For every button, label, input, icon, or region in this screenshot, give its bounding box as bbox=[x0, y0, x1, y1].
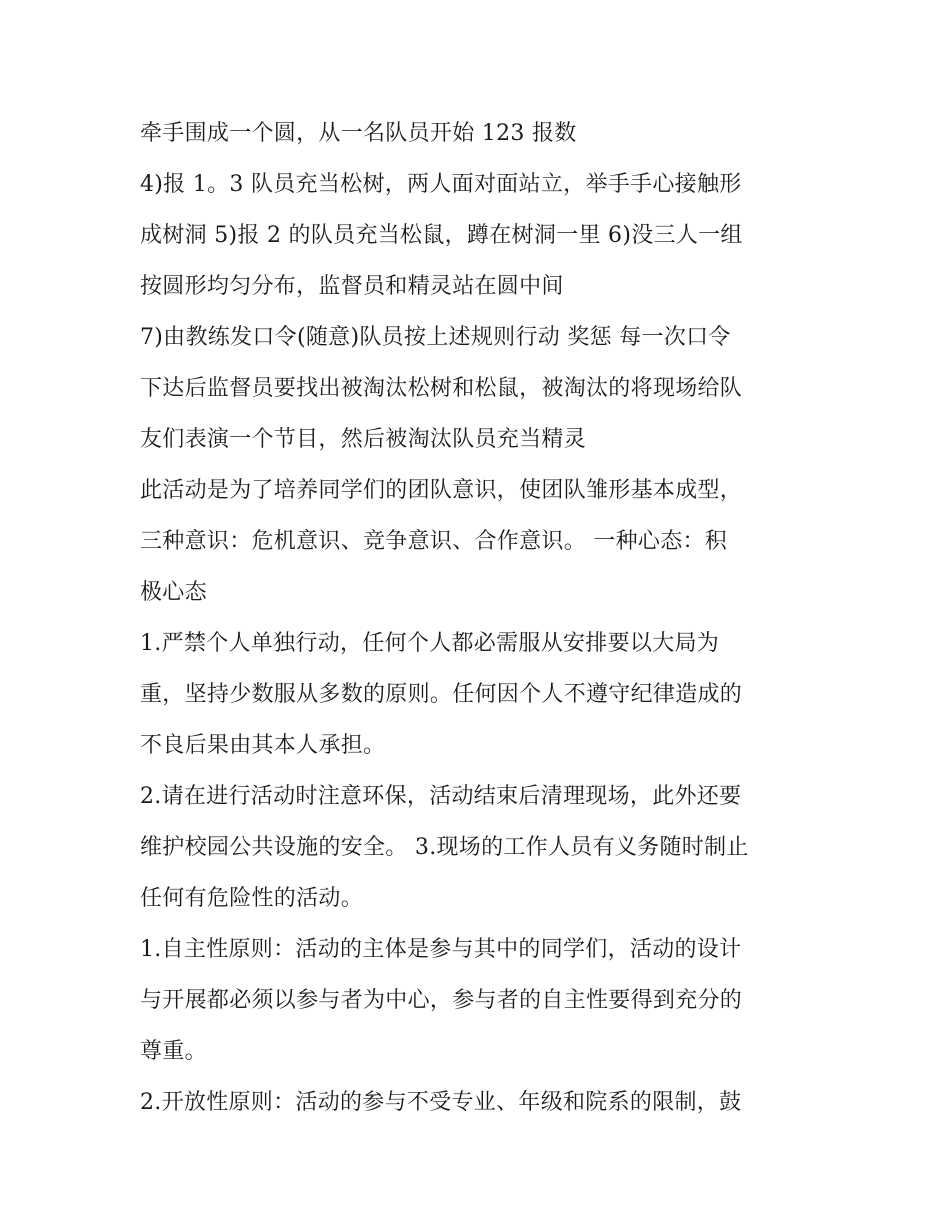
text-line: 下达后监督员要找出被淘汰松树和松鼠，被淘汰的将现场给队 bbox=[140, 376, 743, 401]
text-line: 成树洞 5)报 2 的队员充当松鼠，蹲在树洞一里 6)没三人一组 bbox=[140, 223, 743, 248]
text-line: 1.自主性原则：活动的主体是参与其中的同学们，活动的设计 bbox=[140, 937, 742, 962]
text-line: 1.严禁个人单独行动，任何个人都必需服从安排要以大局为 bbox=[140, 631, 720, 656]
text-line: 不良后果由其本人承担。 bbox=[140, 733, 386, 758]
text-line: 按圆形均匀分布，监督员和精灵站在圆中间 bbox=[140, 274, 564, 299]
text-line: 重，坚持少数服从多数的原则。任何因个人不遵守纪律造成的 bbox=[140, 682, 743, 707]
text-line: 牵手围成一个圆，从一名队员开始 123 报数 bbox=[140, 121, 577, 146]
text-line: 2.请在进行活动时注意环保，活动结束后清理现场，此外还要 bbox=[140, 784, 742, 809]
text-line: 4)报 1。3 队员充当松树，两人面对面站立，举手手心接触形 bbox=[140, 172, 742, 197]
text-line: 2.开放性原则：活动的参与不受专业、年级和院系的限制，鼓 bbox=[140, 1090, 742, 1115]
text-line: 7)由教练发口令(随意)队员按上述规则行动 奖惩 每一次口令 bbox=[140, 325, 731, 350]
text-line: 三种意识：危机意识、竞争意识、合作意识。 一种心态：积 bbox=[140, 529, 728, 554]
text-line: 尊重。 bbox=[140, 1039, 207, 1064]
text-line: 友们表演一个节目，然后被淘汰队员充当精灵 bbox=[140, 427, 587, 452]
document-body-text bbox=[140, 108, 820, 1128]
text-line: 任何有危险性的活动。 bbox=[140, 886, 364, 911]
text-line: 与开展都必须以参与者为中心，参与者的自主性要得到充分的 bbox=[140, 988, 743, 1013]
text-line: 极心态 bbox=[140, 580, 207, 605]
text-line: 此活动是为了培养同学们的团队意识，使团队雏形基本成型， bbox=[140, 478, 743, 503]
text-line: 维护校园公共设施的安全。 3.现场的工作人员有义务随时制止 bbox=[140, 835, 749, 860]
